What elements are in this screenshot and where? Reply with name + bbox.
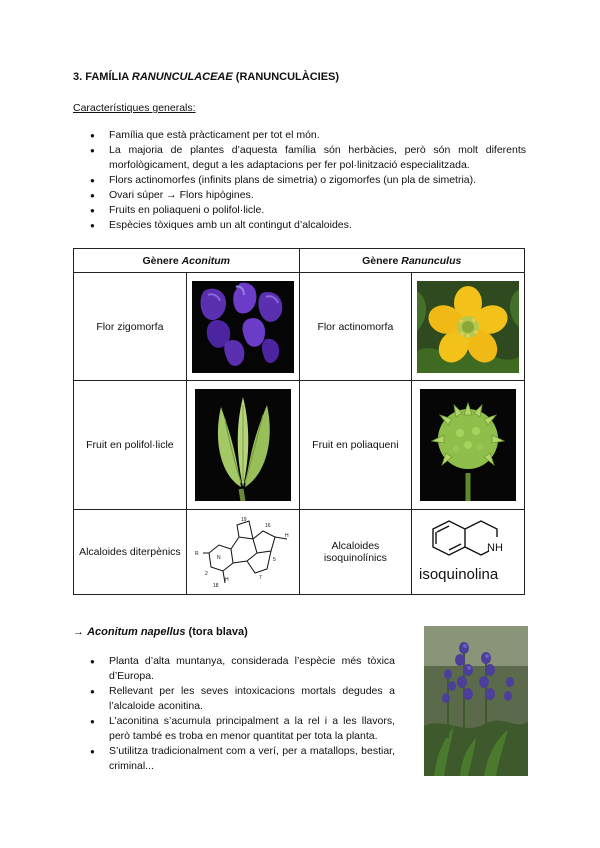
aconitum-flower-label: Flor zigomorfa: [74, 273, 187, 381]
list-item: ● Família que està pràcticament per tot el món.: [73, 128, 526, 143]
svg-text:5: 5: [272, 557, 276, 563]
header-prefix: Gènere: [362, 254, 402, 267]
aconitum-fruit-label: Fruit en polifol·licle: [74, 381, 187, 510]
aconitum-flower-photo-cell: [186, 273, 299, 381]
arrow-icon: →: [73, 626, 88, 638]
table-row: [74, 381, 525, 510]
svg-text:7: 7: [258, 575, 262, 581]
header-prefix: Gènere: [142, 254, 182, 267]
aconitum-alkaloid-label: Alcaloides diterpènics: [74, 510, 187, 595]
aconitum-flower-photo: [192, 281, 294, 373]
aconitum-genus-name: Aconitum: [181, 254, 231, 267]
general-characteristics-title: Característiques generals:: [73, 102, 196, 114]
list-item: ● Espècies tòxiques amb un alt contingut d’alcaloides.: [73, 218, 526, 233]
list-item: ● Flors actinomorfes (infinits plans de simetria) o zigomorfes (un pla de simetria).: [73, 173, 526, 188]
ranunculus-flower-label: Flor actinomorfa: [299, 273, 412, 381]
species-common-name: (tora blava): [185, 626, 248, 638]
svg-text:18: 18: [212, 583, 219, 589]
list-item: ● La majoria de plantes d’aquesta família són herbàcies, però són molt diferents morfològicament, degut a les adaptacions per fer pol·linització especialitzada.: [73, 143, 526, 173]
family-catalan-name: (RANUNCULÀCIES): [232, 71, 340, 83]
svg-text:R: R: [194, 551, 199, 557]
family-latin-name: RANUNCULACEAE: [131, 71, 233, 83]
section-heading: [73, 71, 339, 83]
general-characteristics-list: [73, 128, 526, 233]
ranunculus-alkaloid-label: Alcaloides isoquinolínics: [299, 510, 412, 595]
ranunculus-fruit-photo: [420, 389, 516, 501]
list-item: ● S’utilitza tradicionalment com a verí, per a matallops, bestiar, criminal...: [73, 744, 395, 774]
svg-text:19: 19: [240, 517, 247, 523]
list-item: ● Planta d’alta muntanya, considerada l’espècie més tòxica d’Europa.: [73, 654, 395, 684]
diterpene-structure-diagram: [189, 513, 297, 591]
table-row: [74, 510, 525, 595]
aconitum-fruit-photo: [195, 389, 291, 501]
nh-label: NH: [487, 542, 504, 554]
svg-text:16: 16: [264, 523, 271, 529]
species-name: Aconitum napellus: [87, 626, 186, 638]
napellus-list: [73, 654, 395, 774]
ranunculus-fruit-photo-cell: [412, 381, 525, 510]
svg-text:2: 2: [204, 571, 208, 577]
ranunculus-genus-name: Ranunculus: [401, 254, 462, 267]
genus-comparison-table: [73, 248, 525, 595]
aconitum-napellus-photo: [424, 626, 528, 776]
svg-text:H: H: [224, 577, 229, 583]
table-row: [74, 273, 525, 381]
svg-text:H: H: [284, 533, 289, 539]
list-item: ● L’aconitina s’acumula principalment a la rel i a les llavors, però també es troba en menor quantitat per tota la planta.: [73, 714, 395, 744]
section-number: 3. FAMÍLIA: [73, 71, 132, 83]
list-item: ● Fruits en poliaqueni o polifol·licle.: [73, 203, 526, 218]
svg-text:N: N: [216, 555, 221, 561]
list-item: ● Rellevant per les seves intoxicacions mortals degudes a l’alcaloide aconitina.: [73, 684, 395, 714]
ranunculus-header: [299, 249, 525, 273]
ranunculus-flower-photo-cell: [412, 273, 525, 381]
isoquinoline-caption: isoquinolina: [419, 566, 499, 583]
diterpene-structure-cell: [186, 510, 299, 595]
aconitum-fruit-photo-cell: [186, 381, 299, 510]
isoquinoline-structure-diagram: [413, 513, 523, 591]
ranunculus-flower-photo: [417, 281, 519, 373]
isoquinoline-structure-cell: [412, 510, 525, 595]
ranunculus-fruit-label: Fruit en poliaqueni: [299, 381, 412, 510]
napellus-section-title: [73, 626, 248, 638]
aconitum-header: [74, 249, 300, 273]
list-item: ● Ovari súper → Flors hipògines.: [73, 188, 526, 203]
